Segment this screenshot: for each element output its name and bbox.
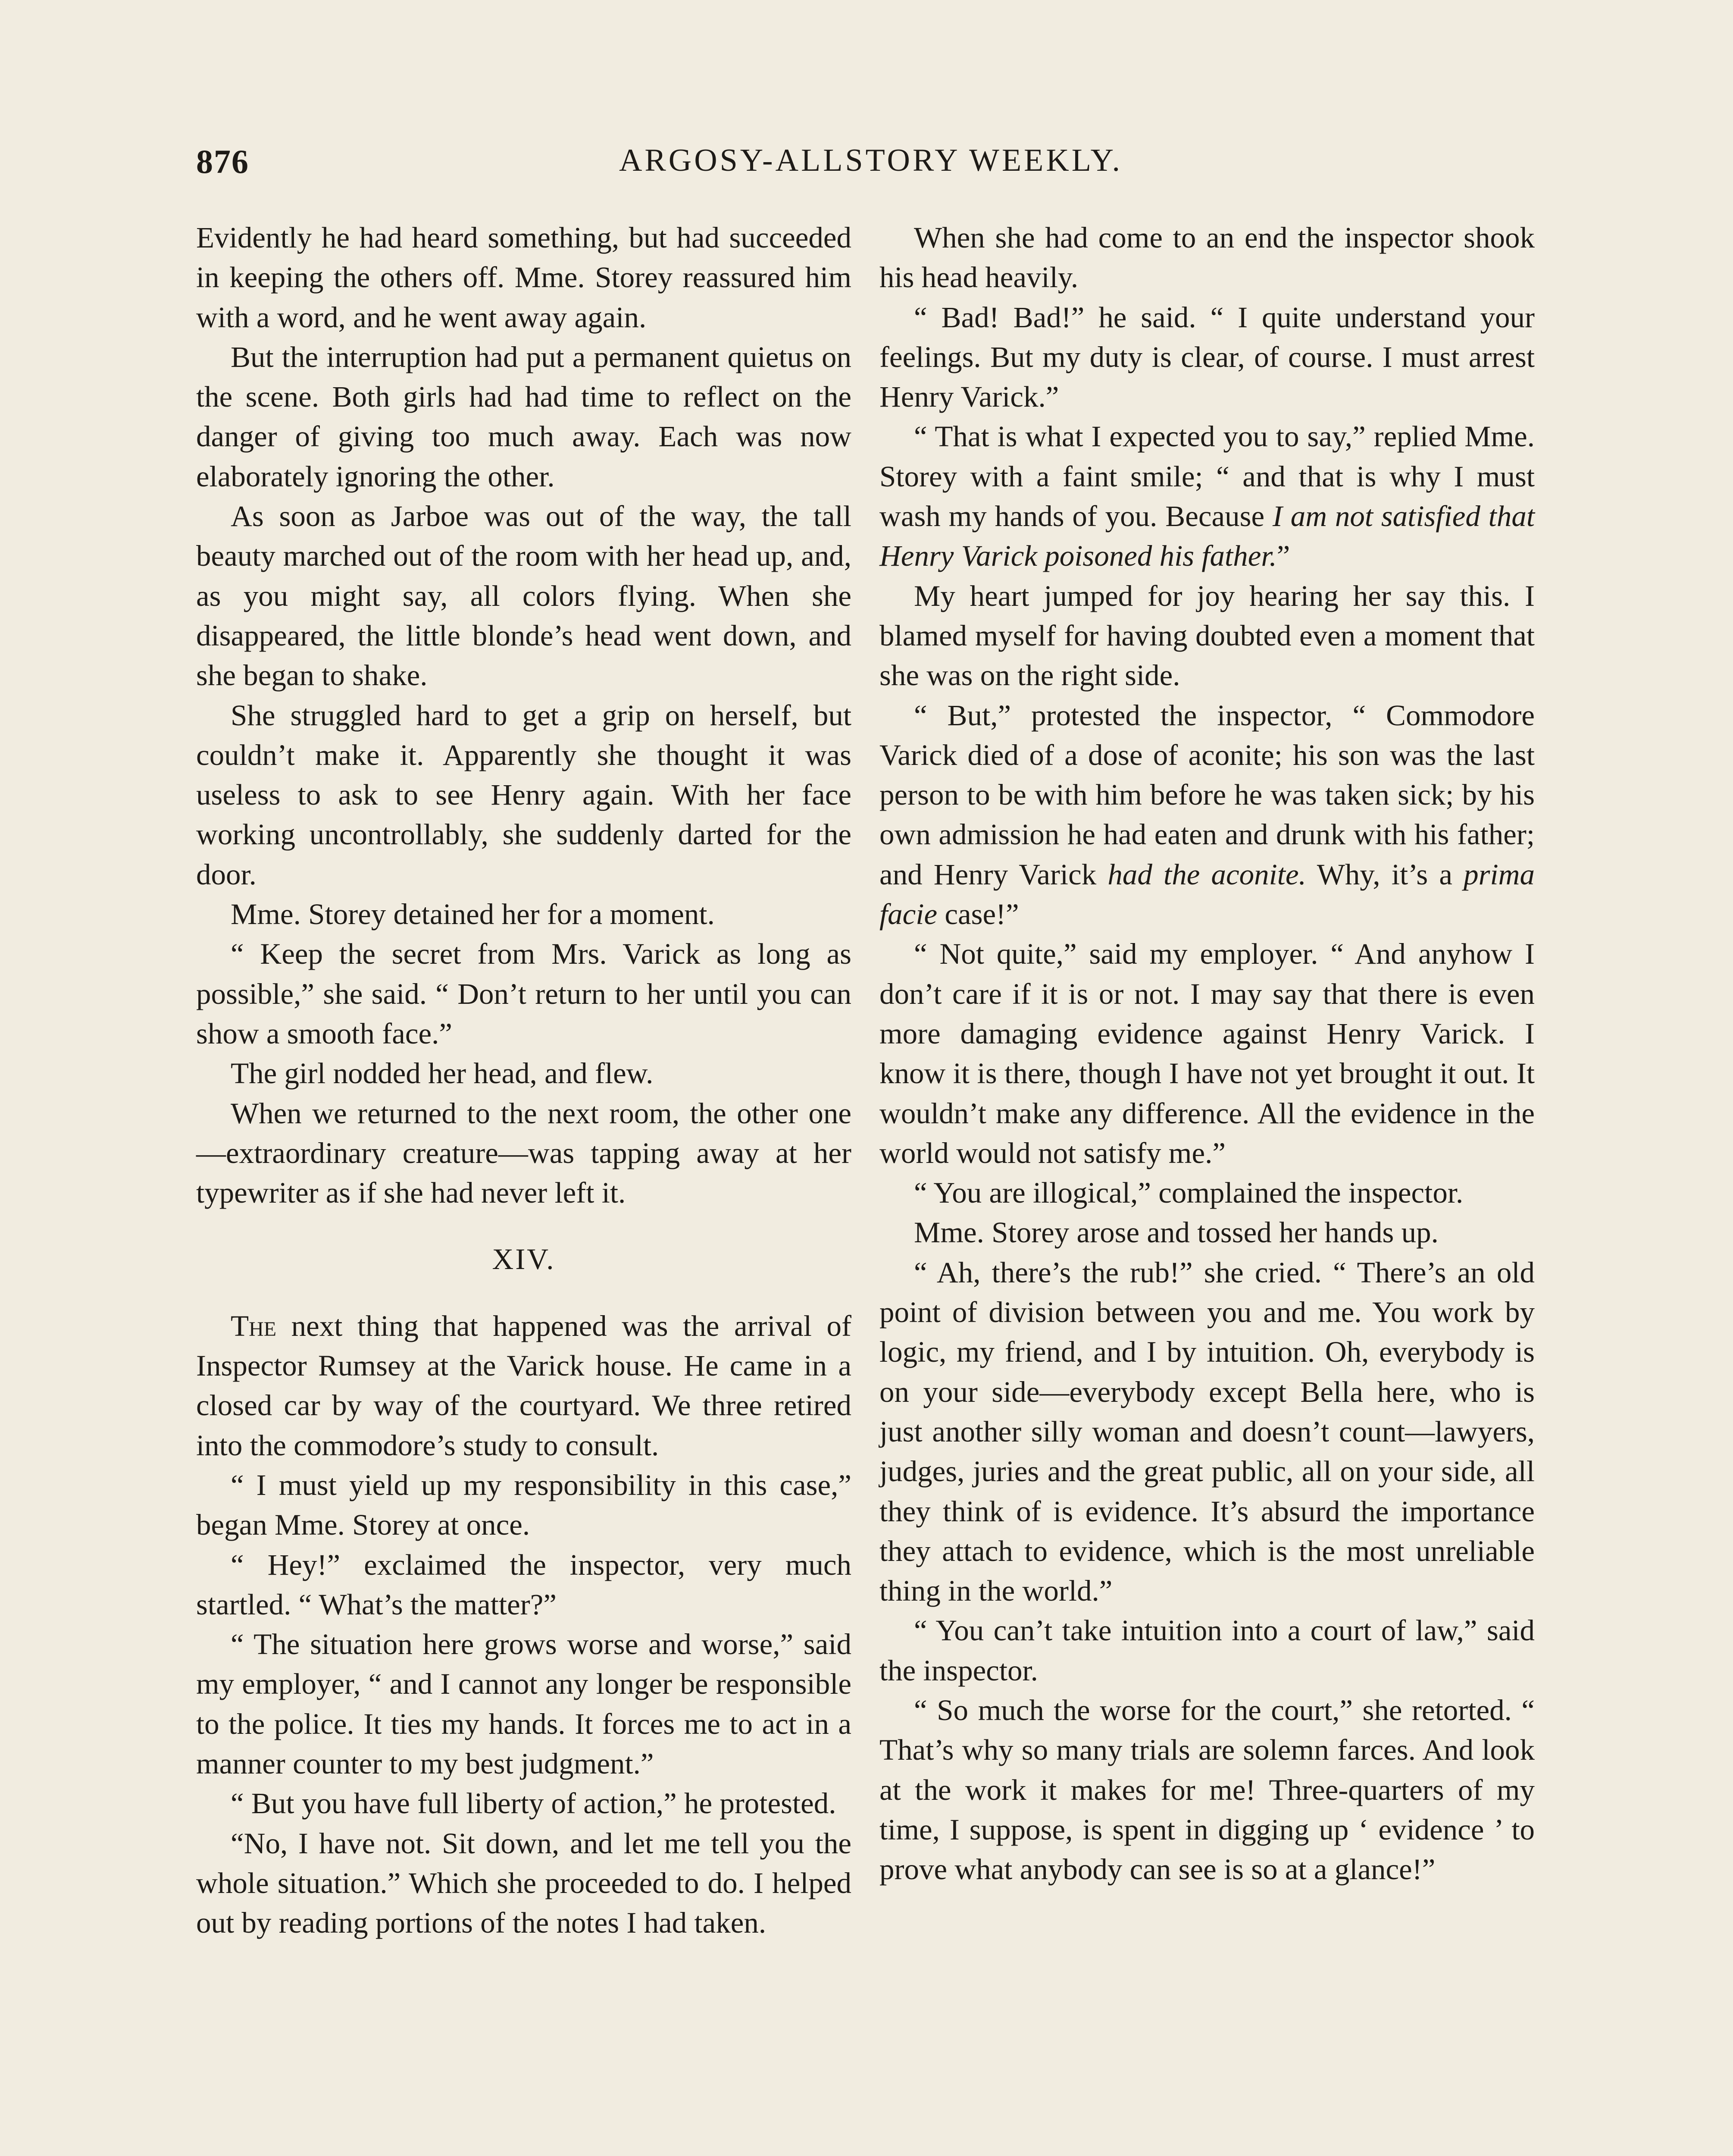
paragraph: [879, 417, 1535, 576]
paragraph: Mme. Storey detained her for a moment.: [231, 898, 715, 931]
right-column: [879, 218, 1535, 1889]
paragraph-text: “ That is what I expected you to say,” replied Mme. Storey with a faint smile; “ and that is why I must wash my hands of you. Because: [879, 420, 1535, 533]
paragraph-text: ”: [1276, 539, 1290, 573]
paragraph-text: “ But,” protested the inspector, “ Commodore Varick died of a dose of aconite; his son was the last person to be with him before he was taken sick; by his own admission he had eaten and drunk with his father; and Henry Varick: [879, 699, 1535, 891]
paragraph: Evidently he had heard something, but had succeeded in keeping the others off. Mme. Storey reassured him with a word, and he went away again.: [196, 221, 851, 334]
paragraph: “ Hey!” exclaimed the inspector, very much startled. “ What’s the matter?”: [196, 1548, 851, 1621]
paragraph: “ I must yield up my responsibility in this case,” began Mme. Storey at once.: [196, 1468, 851, 1542]
page-header: [196, 142, 1545, 194]
paragraph: “ So much the worse for the court,” she retorted. “ That’s why so many trials are solemn farces. And look at the work it makes for me! Three-quarters of my time, I suppose, is spent in digging up ‘ evidence ’ to prove what anybody can see is so at a glance!”: [879, 1693, 1535, 1886]
paragraph-text: case!”: [937, 898, 1019, 931]
paragraph: “ Not quite,” said my employer. “ And anyhow I don’t care if it is or not. I may say that there is even more damaging evidence against Henry Varick. I know it is there, though I have not yet brought it out. It wouldn’t make any difference. All the evidence in the world would not satisfy me.”: [879, 937, 1535, 1169]
paragraph: “ Keep the secret from Mrs. Varick as long as possible,” she said. “ Don’t return to her until you can show a smooth face.”: [196, 937, 851, 1050]
lead-word: The: [231, 1309, 277, 1342]
paragraph: [196, 1306, 851, 1465]
paragraph: “ Ah, there’s the rub!” she cried. “ There’s an old point of division between you and me. You work by logic, my friend, and I by intuition. Oh, everybody is on your side—everybody except Bella here, who is just another silly woman and doesn’t count—lawyers, judges, juries and the great public, all on your side, all they think of is evidence. It’s absurd the importance they attach to evidence, which is the most unreliable thing in the world.”: [879, 1256, 1535, 1608]
paragraph: As soon as Jarboe was out of the way, the tall beauty marched out of the room with her head up, and, as you might say, all colors flying. When she disappeared, the little blonde’s head went down, and she began to shake.: [196, 500, 851, 692]
paragraph: “No, I have not. Sit down, and let me tell you the whole situation.” Which she proceeded to do. I helped out by reading portions of the notes I had taken.: [196, 1827, 851, 1940]
paragraph: “ Bad! Bad!” he said. “ I quite understand your feelings. But my duty is clear, of course. I must arrest Henry Varick.”: [879, 301, 1535, 414]
paragraph: “ But you have full liberty of action,” he protested.: [231, 1787, 836, 1820]
paragraph: Mme. Storey arose and tossed her hands up.: [914, 1216, 1439, 1249]
paragraph: But the interruption had put a permanent quietus on the scene. Both girls had had time to reflect on the danger of giving too much away. Each was now elaborately ignoring the other.: [196, 340, 851, 493]
chapter-heading: XIV.: [492, 1243, 556, 1276]
italic-text: I am not satisfied that Henry Varick poisoned his father.: [879, 500, 1535, 573]
paragraph-text: Why, it’s a: [1306, 858, 1464, 891]
paragraph: “ You can’t take intuition into a court of law,” said the inspector.: [879, 1614, 1535, 1687]
italic-text: prima facie: [879, 858, 1535, 931]
italic-text: had the aconite.: [1107, 858, 1306, 891]
paragraph: [879, 696, 1535, 934]
paragraph: When she had come to an end the inspector shook his head heavily.: [879, 221, 1535, 294]
paragraph: The girl nodded her head, and flew.: [231, 1057, 654, 1090]
paragraph: My heart jumped for joy hearing her say this. I blamed myself for having doubted even a moment that she was on the right side.: [879, 579, 1535, 692]
paragraph: “ The situation here grows worse and worse,” said my employer, “ and I cannot any longer be responsible to the police. It ties my hands. It forces me to act in a manner counter to my best judgment.”: [196, 1628, 851, 1780]
paragraph-text: next thing that happened was the arrival of Inspector Rumsey at the Varick house. He came in a closed car by way of the courtyard. We three retired into the commodore’s study to consult.: [196, 1309, 851, 1462]
page-number: 876: [196, 143, 249, 180]
paragraph: “ You are illogical,” complained the inspector.: [914, 1176, 1464, 1210]
left-column: [196, 218, 851, 1943]
paragraph: She struggled hard to get a grip on herself, but couldn’t make it. Apparently she thought it was useless to ask to see Henry again. With her face working uncontrollably, she suddenly darted for the door.: [196, 699, 851, 891]
paragraph: When we returned to the next room, the other one—extraordinary creature—was tapping away at her typewriter as if she had never left it.: [196, 1097, 851, 1210]
running-title: ARGOSY-ALLSTORY WEEKLY.: [619, 143, 1123, 178]
